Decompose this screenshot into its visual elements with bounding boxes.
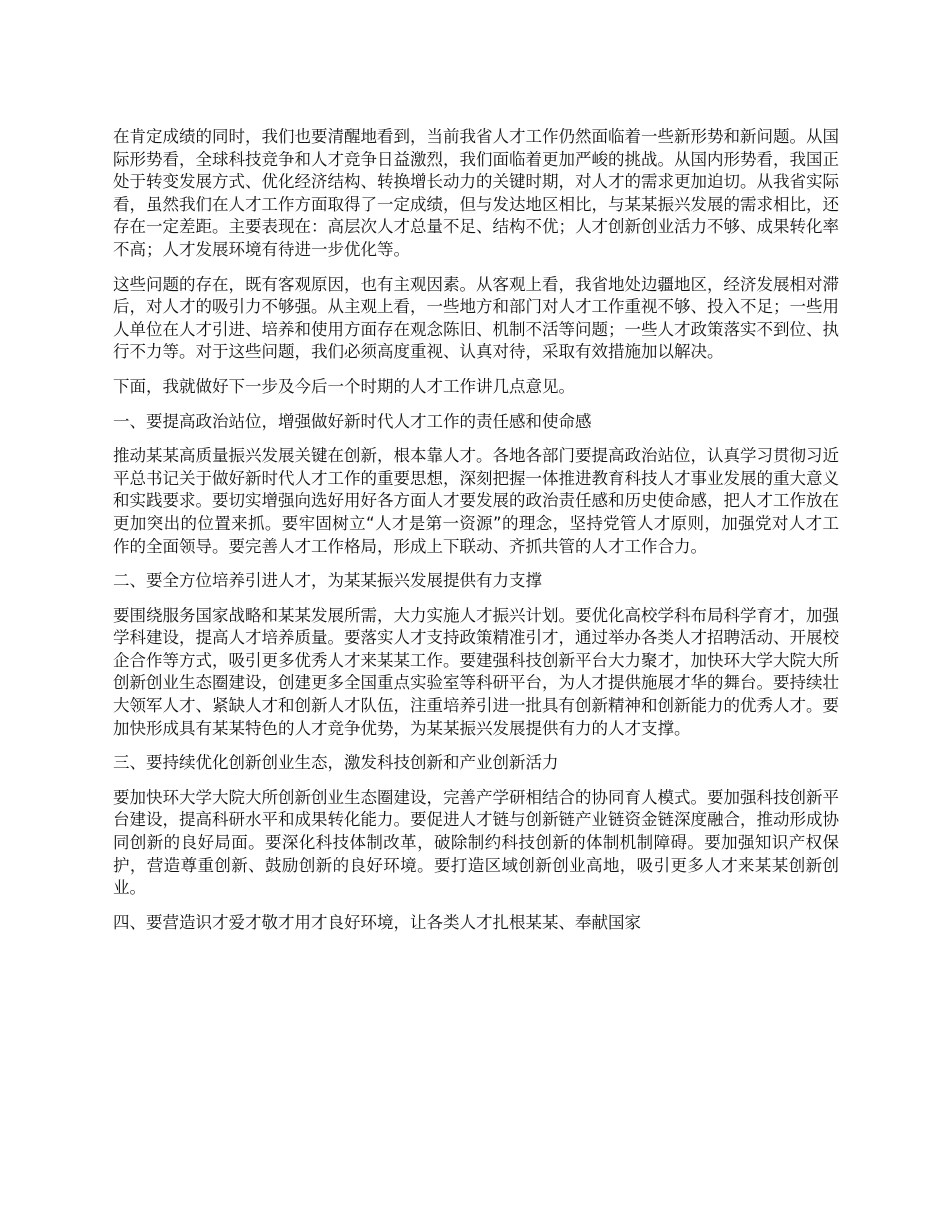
paragraph-3: 下面，我就做好下一步及今后一个时期的人才工作讲几点意见。 (113, 376, 575, 396)
paragraph-1: 在肯定成绩的同时，我们也要清醒地看到，当前我省人才工作仍然面临着一些新形势和新问题。从国际形势看，全球科技竞争和人才竞争日益激烈，我们面临着更加严峻的挑战。从国内形势看，我国正处于转变发展方式、优化经济结构、转换增长动力的关键时期，对人才的需求更加迫切。从我省实际看，虽然我们在人才工作方面取得了一定成绩，但与发达地区相比，与某某振兴发展的需求相比，还存在一定差距。主要表现在：高层次人才总量不足、结构不优；人才创新创业活力不够、成果转化率不高；人才发展环境有待进一步优化等。 (113, 127, 839, 259)
paragraph-5: 要围绕服务国家战略和某某发展所需，大力实施人才振兴计划。要优化高校学科布局科学育才，加强学科建设，提高人才培养质量。要落实人才支持政策精准引才，通过举办各类人才招聘活动、开展校企合作等方式，吸引更多优秀人才来某某工作。要建强科技创新平台大力聚才，加快环大学大院大所创新创业生态圈建设，创建更多全国重点实验室等科研平台，为人才提供施展才华的舞台。要持续壮大领军人才、紧缺人才和创新人才队伍，注重培养引进一批具有创新精神和创新能力的优秀人才。要加快形成具有某某特色的人才竞争优势，为某某振兴发展提供有力的人才支撑。 (113, 605, 839, 738)
section-heading-2: 二、要全方位培养引进人才，为某某振兴发展提供有力支撑 (113, 571, 542, 591)
document-body (113, 126, 839, 946)
paragraph-2: 这些问题的存在，既有客观原因，也有主观因素。从客观上看，我省地处边疆地区，经济发展相对滞后，对人才的吸引力不够强。从主观上看，一些地方和部门对人才工作重视不够、投入不足；一些用人单位在人才引进、培养和使用方面存在观念陈旧、机制不活等问题；一些人才政策落实不到位、执行不力等。对于这些问题，我们必须高度重视、认真对待，采取有效措施加以解决。 (113, 274, 839, 362)
section-heading-1: 一、要提高政治站位，增强做好新时代人才工作的责任感和使命感 (113, 411, 592, 431)
section-heading-3: 三、要持续优化创新创业生态，激发科技创新和产业创新活力 (113, 753, 559, 773)
paragraph-4: 推动某某高质量振兴发展关键在创新，根本靠人才。各地各部门要提高政治站位，认真学习贯彻习近平总书记关于做好新时代人才工作的重要思想，深刻把握一体推进教育科技人才事业发展的重大意义和实践要求。要切实增强向选好用好各方面人才要发展的政治责任感和历史使命感，把人才工作放在更加突出的位置来抓。要牢固树立“人才是第一资源”的理念，坚持党管人才原则，加强党对人才工作的全面领导。要完善人才工作格局，形成上下联动、齐抓共管的人才工作合力。 (113, 446, 839, 556)
section-heading-4: 四、要营造识才爱才敬才用才良好环境，让各类人才扎根某某、奉献国家 (113, 912, 641, 932)
paragraph-6: 要加快环大学大院大所创新创业生态圈建设，完善产学研相结合的协同育人模式。要加强科技创新平台建设，提高科研水平和成果转化能力。要促进人才链与创新链产业链资金链深度融合，推动形成协同创新的良好局面。要深化科技体制改革，破除制约科技创新的体制机制障碍。要加强知识产权保护，营造尊重创新、鼓励创新的良好环境。要打造区域创新创业高地，吸引更多人才来某某创新创业。 (113, 787, 839, 898)
